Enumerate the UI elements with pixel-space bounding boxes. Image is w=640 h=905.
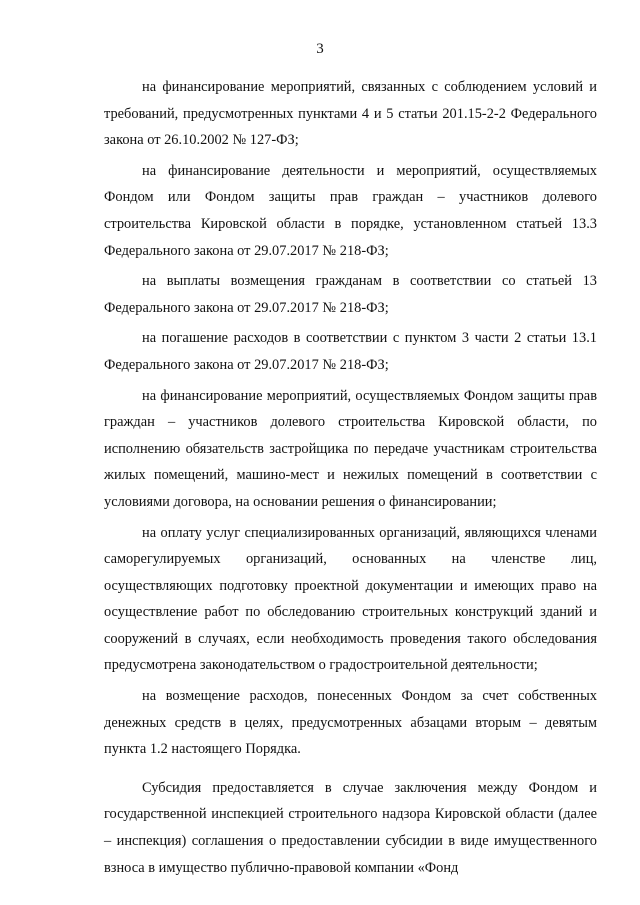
paragraph-7: на возмещение расходов, понесенных Фондом за счет собственных денежных средств в целях, предусмотренных абзацами вторым – девятым пункта 1.2 настоящего Порядка. <box>104 688 597 758</box>
paragraph-3: на выплаты возмещения гражданам в соответствии со статьей 13 Федерального закона от 29.07.2017 № 218-ФЗ; <box>104 273 597 316</box>
paragraph-8: Субсидия предоставляется в случае заключения между Фондом и государственной инспекцией строительного надзора Кировской области (далее – инспекция) соглашения о предоставлении субсидии в виде имущественного взноса в имущество публично-правовой компании «Фонд <box>104 779 597 876</box>
paragraph-1: на финансирование мероприятий, связанных с соблюдением условий и требований, предусмотренных пунктами 4 и 5 статьи 201.15-2-2 Федерального закона от 26.10.2002 № 127-ФЗ; <box>104 79 597 149</box>
paragraph-4: на погашение расходов в соответствии с пунктом 3 части 2 статьи 13.1 Федерального закона от 29.07.2017 № 218-ФЗ; <box>104 330 597 373</box>
paragraph-2: на финансирование деятельности и мероприятий, осуществляемых Фондом или Фондом защиты прав граждан – участников долевого строительства Кировской области в порядке, установленном статьей 13.3 Федерального закона от 29.07.2017 № 218-ФЗ; <box>104 162 597 259</box>
paragraph-6: на оплату услуг специализированных организаций, являющихся членами саморегулируемых организаций, основанных на членстве лиц, осуществляющих подготовку проектной документации и имеющих право на осуществление работ по обследованию строительных конструкций зданий и сооружений в случаях, если необходимость проведения такого обследования предусмотрена законодательством о градостроительной деятельности; <box>104 524 597 674</box>
paragraph-5: на финансирование мероприятий, осуществляемых Фондом защиты прав граждан – участников долевого строительства Кировской области, по исполнению обязательств застройщика по передаче участникам строительства жилых помещений, машино-мест и нежилых помещений в соответствии с условиями договора, на основании решения о финансировании; <box>104 387 597 510</box>
page-number: 3 <box>316 41 324 57</box>
document-body <box>104 74 597 881</box>
